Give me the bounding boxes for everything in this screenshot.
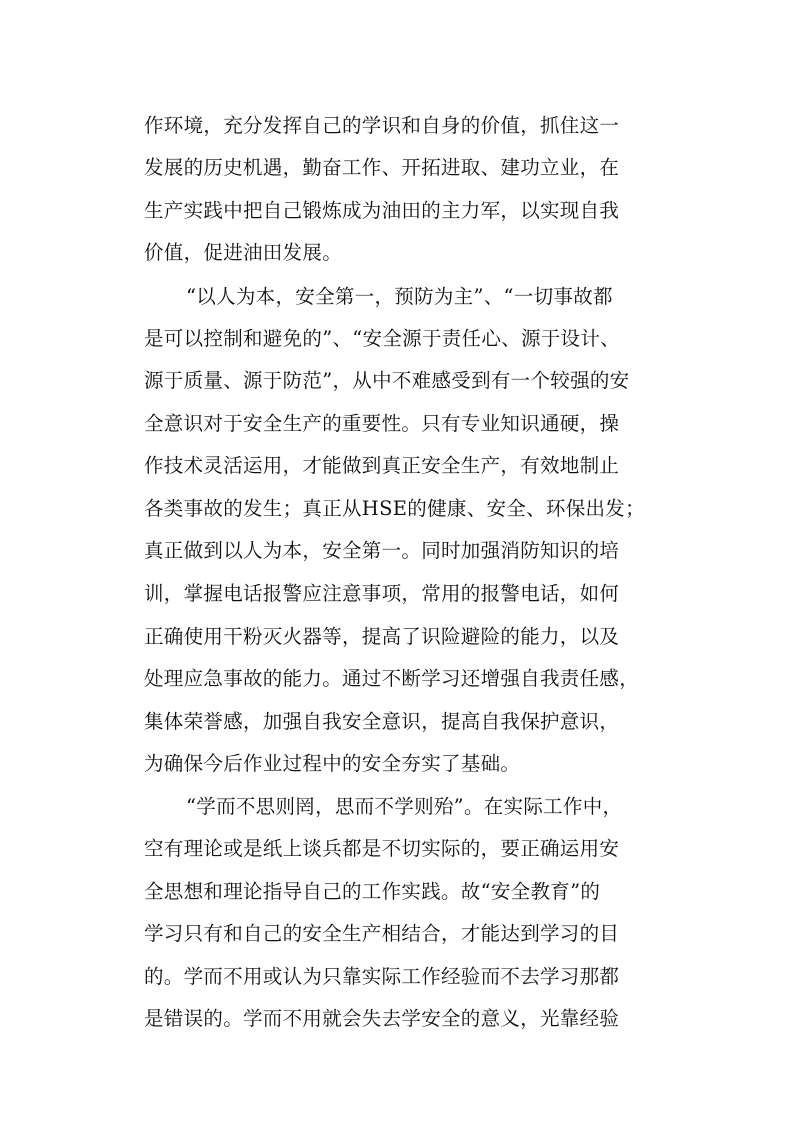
paragraph-line: 的。学而不用或认为只靠实际工作经验而不去学习那都 xyxy=(144,965,620,988)
paragraph-line: 处理应急事故的能力。通过不断学习还增强自我责任感， xyxy=(144,667,640,690)
paragraph-line: 是错误的。学而不用就会失去学安全的意义，光靠经验 xyxy=(144,1007,620,1030)
paragraph-line: 各类事故的发生；真正从HSE的健康、安全、环保出发； xyxy=(144,497,645,520)
paragraph-line: 空有理论或是纸上谈兵都是不切实际的，要正确运用安 xyxy=(144,837,620,860)
paragraph-line: “学而不思则罔，思而不学则殆”。在实际工作中， xyxy=(186,795,623,818)
paragraph-line: 真正做到以人为本，安全第一。同时加强消防知识的培 xyxy=(144,539,620,562)
paragraph-line: 是可以控制和避免的”、“安全源于责任心、源于设计、 xyxy=(144,327,620,350)
paragraph-line: “以人为本，安全第一，预防为主”、“一切事故都 xyxy=(186,285,613,308)
paragraph-line: 训，掌握电话报警应注意事项，常用的报警电话，如何 xyxy=(144,582,620,605)
paragraph-line: 作环境，充分发挥自己的学识和自身的价值，抓住这一 xyxy=(144,114,620,137)
paragraph-line: 生产实践中把自己锻炼成为油田的主力军，以实现自我 xyxy=(144,199,620,222)
paragraph-line: 全思想和理论指导自己的工作实践。故“安全教育”的 xyxy=(144,880,601,903)
paragraph-line: 学习只有和自己的安全生产相结合，才能达到学习的目 xyxy=(144,922,620,945)
paragraph-line: 为确保今后作业过程中的安全夯实了基础。 xyxy=(144,752,521,775)
paragraph-line: 作技术灵活运用，才能做到真正安全生产，有效地制止 xyxy=(144,454,620,477)
paragraph-line: 发展的历史机遇，勤奋工作、开拓进取、建功立业，在 xyxy=(144,156,620,179)
paragraph-line: 全意识对于安全生产的重要性。只有专业知识通硬，操 xyxy=(144,412,620,435)
paragraph-line: 价值，促进油田发展。 xyxy=(144,241,343,264)
paragraph-line: 集体荣誉感，加强自我安全意识，提高自我保护意识， xyxy=(144,710,620,733)
paragraph-line: 源于质量、源于防范”，从中不难感受到有一个较强的安 xyxy=(144,369,630,392)
paragraph-line: 正确使用干粉灭火器等，提高了识险避险的能力，以及 xyxy=(144,625,620,648)
